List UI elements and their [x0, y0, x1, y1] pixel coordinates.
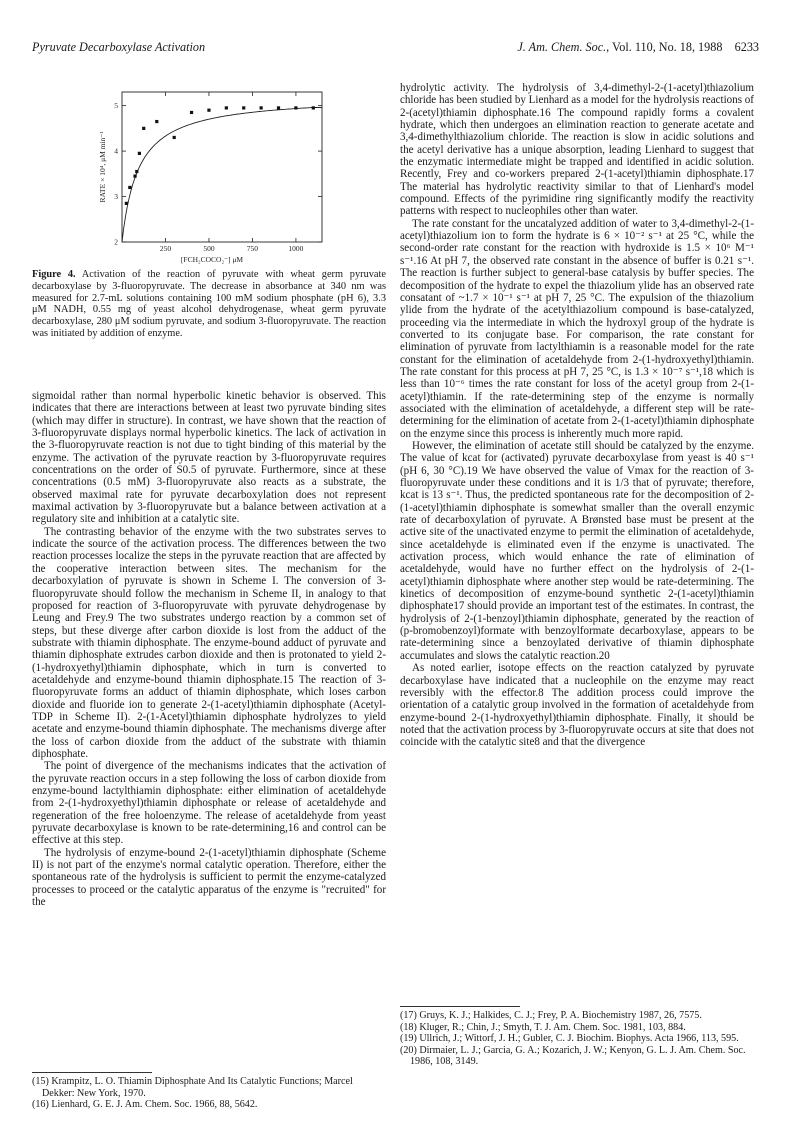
paragraph: The point of divergence of the mechanisms indicates that the activation of the pyruvate reaction occurs in a step following the loss of carbon dioxide from enzyme-bound lactylthiamin diphosphate: either elimination of acetaldehyde from 2-(1-hydroxyethyl)thiamin diphosphate or release of acetaldehyde and regeneration of the free holoenzyme. The release of acetaldehyde from yeast pyruvate decarboxylase is known to be rate-determining,16 and control can be effective at this step.: [32, 760, 386, 847]
data-point: [207, 109, 210, 112]
right-column: [400, 82, 754, 749]
data-point: [225, 106, 228, 109]
footnote: (18) Kluger, R.; Chin, J.; Smyth, T. J. Am. Chem. Soc. 1981, 103, 884.: [400, 1021, 686, 1033]
y-tick-label: 4: [114, 146, 118, 156]
header-citation: [517, 40, 759, 55]
data-point: [142, 127, 145, 130]
data-point: [312, 106, 315, 109]
y-axis-label: RATE × 10⁴, μM min⁻¹: [98, 131, 107, 203]
data-point: [133, 174, 136, 177]
footnote: (17) Gruys, K. J.; Halkides, C. J.; Frey, P. A. Biochemistry 1987, 26, 7575.: [400, 1010, 702, 1021]
x-axis-label: [FCH₂COCO₂⁻] μM: [180, 255, 244, 264]
paragraph: The contrasting behavior of the enzyme with the two substrates serves to indicate the source of the activation process. The differences between the two reaction processes localize the steps in the pyruvate reaction that are affected by the cooperative interaction between sites. The mechanism for the decarboxylation of pyruvate is shown in Scheme I. The conversion of 3-fluoropyruvate should follow the mechanism in Scheme II, in analogy to that proposed for reaction of 3-fluoropyruvate with pyruvate dehydrogenase by Leung and Frey.9 The two substrates undergo reaction by a common set of steps, but these diverge after carbon dioxide is lost from the adduct of the substrate with thiamin diphosphate. The enzyme-bound adduct of pyruvate and thiamin diphosphate extrudes carbon dioxide and then is protonated to yield 2-(1-hydroxyethyl)thiamin diphosphate, which in turn is converted to acetaldehyde and enzyme-bound thiamin diphosphate.15 The reaction of 3-fluoropyruvate forms an adduct of thiamin diphosphate, which loses carbon dioxide and fluoride ion to generate 2-(1-acetyl)thiamin diphosphate (Acetyl-TDP in Scheme II). 2-(1-Acetyl)thiamin diphosphate hydrolyzes to yield acetate and enzyme-bound thiamin diphosphate. The mechanisms diverge after the loss of carbon dioxide from the adduct of the substrate with thiamin diphosphate.: [32, 525, 386, 760]
footnote-rule: [32, 1072, 152, 1073]
y-tick-label: 3: [114, 192, 118, 202]
x-tick-label: 1000: [288, 244, 304, 253]
data-point: [173, 136, 176, 139]
left-column: [32, 390, 386, 908]
paragraph: The rate constant for the uncatalyzed addition of water to 3,4-dimethyl-2-(1-acetyl)thiazolium ion to form the hydrate is 6 × 10⁻² s⁻¹ at 25 °C, while the second-order rate constant for the reaction with hydroxide is 1.5 × 10⁶ M⁻¹ s⁻¹.16 At pH 7, the observed rate constant in the absence of buffer is 0.21 s⁻¹. The reaction is further subject to general-base catalysis by buffer species. The decomposition of the hydrate to expel the thiazolium ylide has an observed rate consatant of ~1.7 × 10⁻¹ s⁻¹ at pH 7, 25 °C. The expulsion of the thiazolium ylide from the hydrate of the acetylthiazolium compound is base-catalyzed, proceeding via the intermediate in which the hydroxyl group of the hydrate is converted to its conjugate base. For comparison, the rate constant for elimination of pyruvate from lactylthiamin is a reasonable model for the rate constant for the elimination of acetaldehyde from 2-(1-hydroxyethyl)thiamin. The rate constant for this process at pH 7, 25 °C, is 1.3 × 10⁻⁷ s⁻¹,18 which is less than 10⁻⁶ times the rate constant for loss of the acetyl group from 2-(1-acetyl)thiamin. If the rate-determining step of the enzyme is normally associated with the elimination of acetaldehyde, a different step will be rate-determining for the elimination of acetate from 2-(1-acetyl)thiamin diphosphate on the enzyme since this process is inherently much more rapid.: [400, 217, 754, 440]
data-point: [125, 202, 128, 205]
footnote: (15) Krampitz, L. O. Thiamin Diphosphate And Its Catalytic Functions; Marcel Dekker: New York, 1970.: [32, 1076, 353, 1099]
figure-caption: [32, 269, 386, 340]
header-volume: Vol. 110, No. 18, 1988: [609, 40, 723, 54]
right-footnotes: [400, 1010, 754, 1068]
footnote-rule: [400, 1006, 520, 1007]
y-tick-label: 2: [114, 237, 118, 247]
fit-curve: [122, 108, 322, 243]
caption-text: Activation of the reaction of pyruvate with wheat germ pyruvate decarboxylase by 3-fluoropyruvate. The decrease in absorbance at 340 nm was measured for 2.7-mL solutions containing 100 mM sodium phosphate (pH 6), 3.3 μM NADH, 0.55 mg of yeast alcohol dehydrogenase, wheat germ pyruvate decarboxylase, 280 μM sodium pyruvate, and sodium 3-fluoropyruvate. The reaction was initiated by addition of enzyme.: [32, 269, 386, 339]
y-tick-label: 5: [114, 101, 118, 111]
plot-frame: [122, 92, 322, 242]
left-footnotes: [32, 1076, 386, 1111]
header-title: Pyruvate Decarboxylase Activation: [32, 40, 206, 54]
data-point: [294, 106, 297, 109]
header-journal: J. Am. Chem. Soc.,: [517, 40, 610, 54]
data-point: [277, 106, 280, 109]
data-point: [128, 186, 131, 189]
data-point: [242, 106, 245, 109]
paragraph: However, the elimination of acetate still should be catalyzed by the enzyme. The value of kcat for (activated) pyruvate decarboxylase from yeast is 40 s⁻¹ (pH 6, 30 °C).19 We have observed the value of Vmax for the reaction of 3-fluoropyruvate under these conditions and it is 1/3 that of pyruvate; therefore, kcat is 13 s⁻¹. Thus, the predicted spontaneous rate for the decomposition of 2-(1-acetyl)thiamin diphosphate is somewhat smaller than the overall enzymic rate of decarboxylation of pyruvate. A Brønsted base must be present at the active site of the unactivated enzyme to permit the elimination of acetaldehyde, since acetaldehyde is eliminated even if the enzyme is unactivated. The activation process, which would enhance the rate of elimination of acetaldehyde, would have no further effect on the hydrolysis of 2-(1-acetyl)thiamin diphosphate where another step would be rate-determining. The kinetics of decomposition of enzyme-bound synthetic 2-(1-acetyl)thiamin diphosphate17 should provide an important test of the estimates. In contrast, the hydrolysis of 2-(1-benzoyl)thiamin diphosphate, generated by the reaction of (p-bromobenzoyl)formate with benzoylformate decarboxylase, appears to be rate-determining since a benzoylated derivative of thiamin diphosphate accumulates and slows the catalytic reaction.20: [400, 439, 754, 662]
footnote: (16) Lienhard, G. E. J. Am. Chem. Soc. 1966, 88, 5642.: [32, 1099, 258, 1111]
data-point: [135, 170, 138, 173]
data-point: [190, 111, 193, 114]
footnote: (19) Ullrich, J.; Wittorf, J. H.; Gubler, C. J. Biochim. Biophys. Acta 1966, 113, 595.: [400, 1033, 739, 1045]
data-point: [260, 106, 263, 109]
data-point: [138, 152, 141, 155]
paragraph: As noted earlier, isotope effects on the reaction catalyzed by pyruvate decarboxylase have indicated that a nucleophile on the enzyme may react reversibly with the effector.8 The addition process could improve the orientation of a catalytic group involved in the formation of acetaldehyde from enzyme-bound 2-(1-hydroxyethyl)thiamin diphosphate. Finally, it should be noted that the activation process by 3-fluoropyruvate occurs at site that does not coincide with the catalytic site8 and that the divergence: [400, 662, 754, 749]
footnote: (20) Dirmaier, L. J.; Garcia, G. A.; Kozarich, J. W.; Kenyon, G. L. J. Am. Chem. Soc. 1986, 108, 3149.: [400, 1044, 746, 1068]
figure-4-chart: [32, 82, 386, 272]
data-point: [155, 120, 158, 123]
paragraph: sigmoidal rather than normal hyperbolic kinetic behavior is observed. This indicates that there are interactions between at least two pyruvate binding sites (which may differ in structure). In contrast, we have shown that the reaction of 3-fluoropyruvate displays normal hyperbolic kinetics. The lack of activation in the 3-fluoropyruvate reaction is not due to tight binding of this material by the enzyme. The activation of the pyruvate reaction by 3-fluoropyruvate requires concentrations on the order of S0.5 of pyruvate. Furthermore, since at these concentrations (0.5 mM) 3-fluoropyruvate also reacts as a substrate, the observed maximal rate for pyruvate decarboxylation does not represent maximal activation by 3-fluoropyruvate but a balance between activation at a regulatory site and inhibition at a catalytic site.: [32, 390, 386, 526]
paragraph: hydrolytic activity. The hydrolysis of 3,4-dimethyl-2-(1-acetyl)thiazolium chloride has been studied by Lienhard as a model for the hydrolysis reactions of 2-(acetyl)thiamin diphosphate.16 The compound rapidly forms a covalent hydrate, which then undergoes an elimination reaction to generate acetate and 3,4-dimethylthiazolium chloride. The reaction is slow in acidic solutions and the acetyl derivative has a unique absorption, leading Lienhard to suggest that the enzymatic intermediate might be trapped and identified in acidic solution. Recently, Frey and co-workers prepared 2-(1-acetyl)thiamin diphosphate.17 The material has hydrolytic reactivity similar to that of Lienhard's model compound. Effects of the pyrimidine ring significantly modify the reactivity patterns with respect to nucleophiles other than water.: [400, 82, 754, 218]
figure-label: Figure 4.: [32, 269, 76, 280]
paragraph: The hydrolysis of enzyme-bound 2-(1-acetyl)thiamin diphosphate (Scheme II) is not part of the enzyme's normal catalytic operation. Therefore, either the spontaneous rate of the hydrolysis is sufficient to permit the enzyme-catalyzed processes to proceed or the catalytic apparatus of the enzyme is "recruited" for the: [32, 846, 386, 909]
x-tick-label: 500: [203, 244, 215, 253]
running-header: [32, 40, 759, 56]
x-tick-label: 750: [246, 244, 259, 253]
page-number: 6233: [734, 40, 759, 54]
x-tick-label: 250: [159, 244, 172, 253]
